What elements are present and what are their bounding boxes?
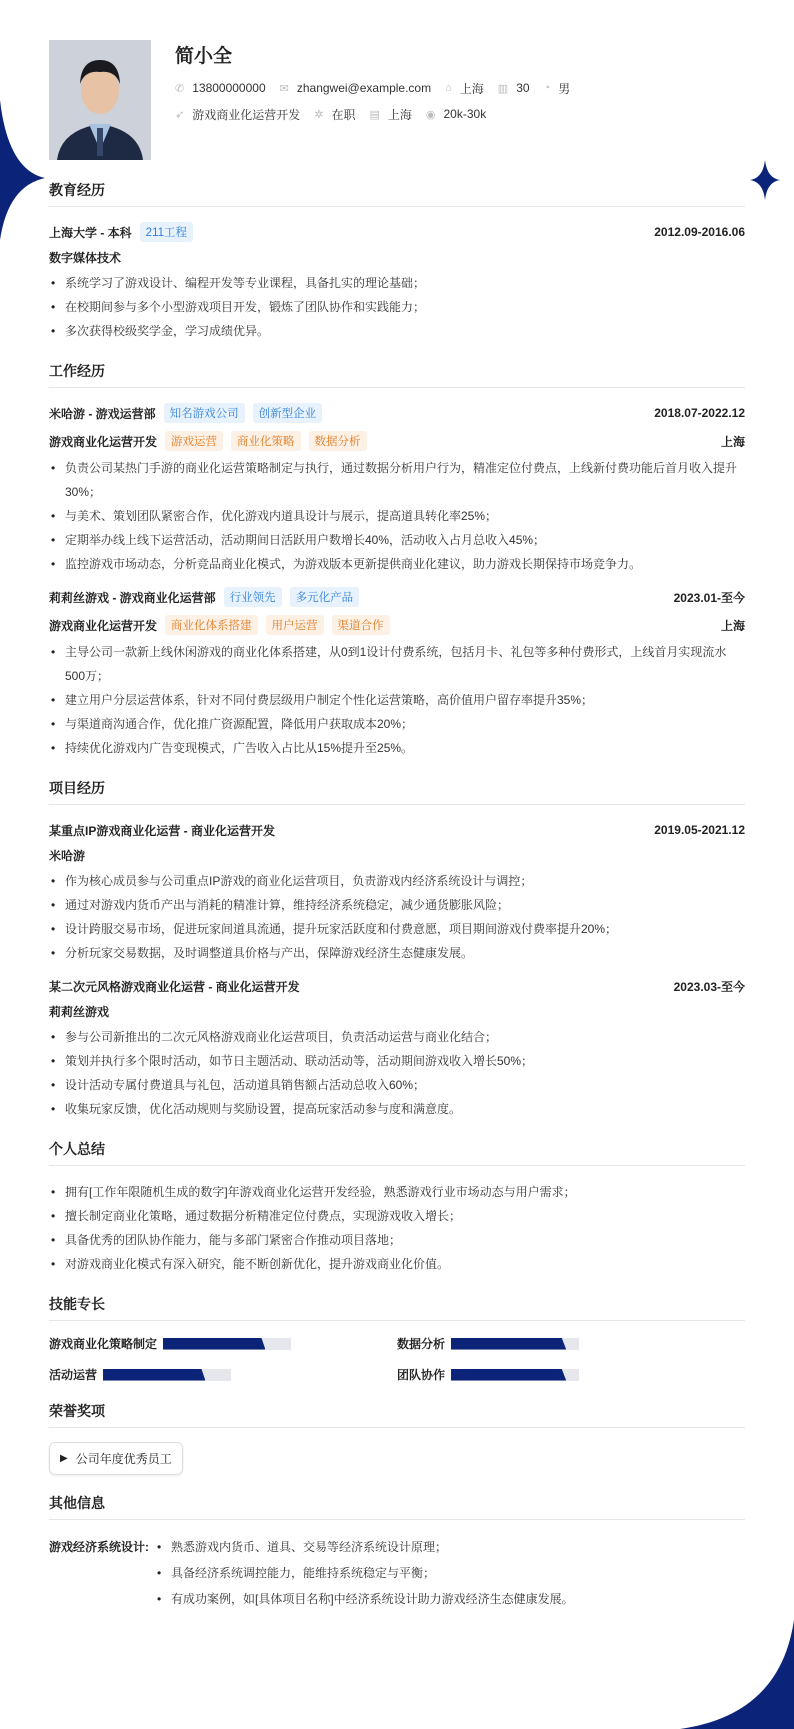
- school: 上海大学 - 本科: [49, 225, 132, 240]
- tag: 211工程: [140, 222, 193, 242]
- list-item: • 擅长制定商业化策略，通过数据分析精准定位付费点，实现游戏收入增长；: [49, 1204, 745, 1228]
- list-item: • 建立用户分层运营体系，针对不同付费层级用户制定个性化运营策略，高价值用户留存率提升35%；: [49, 688, 745, 712]
- list-item: • 策划并执行多个限时活动，如节日主题活动、联动活动等，活动期间游戏收入增长50%；: [49, 1049, 745, 1073]
- target-city: 上海: [387, 107, 412, 122]
- phone: 13800000000: [192, 81, 266, 95]
- other-label: 游戏经济系统设计:: [49, 1540, 149, 1554]
- list-item: • 持续优化游戏内广告变现模式，广告收入占比从15%提升至25%。: [49, 736, 745, 760]
- skill-tag: 游戏运营: [165, 431, 223, 451]
- section-title: 项目经历: [49, 778, 745, 805]
- triangle-right-icon: ▶: [60, 1453, 68, 1464]
- work-entry: [49, 586, 745, 760]
- skill-item: [397, 1366, 745, 1383]
- skill-item: [49, 1335, 397, 1352]
- award-item: [49, 1442, 183, 1475]
- list-item: • 熟悉游戏内货币、道具、交易等经济系统设计原理；: [155, 1534, 574, 1560]
- salary-icon: ◉: [425, 108, 436, 121]
- skill-tag: 商业化体系搭建: [165, 615, 258, 635]
- gender-icon: ◔: [543, 82, 551, 94]
- date: 2012.09-2016.06: [654, 225, 745, 239]
- age: 30: [516, 81, 530, 95]
- phone-icon: ✆: [175, 82, 185, 95]
- education-section: [49, 180, 745, 343]
- tag: 知名游戏公司: [164, 403, 245, 423]
- list-item: • 拥有[工作年限随机生成的数字]年游戏商业化运营开发经验，熟悉游戏行业市场动态与用户需求；: [49, 1180, 745, 1204]
- company: 莉莉丝游戏 - 游戏商业化运营部: [49, 590, 216, 605]
- skill-level-bar: [103, 1369, 231, 1381]
- list-item: • 在校期间参与多个小型游戏项目开发，锻炼了团队协作和实践能力；: [49, 295, 745, 319]
- job-target: 游戏商业化运营开发: [192, 107, 301, 122]
- projects-section: [49, 778, 745, 1121]
- skill-level-fill: [163, 1338, 265, 1350]
- skill-name: 数据分析: [397, 1337, 446, 1351]
- list-item: • 参与公司新推出的二次元风格游戏商业化运营项目，负责活动运营与商业化结合；: [49, 1025, 745, 1049]
- decor-sparkle-icon: [750, 160, 780, 200]
- skill-name: 游戏商业化策略制定: [49, 1337, 158, 1351]
- other-section: [49, 1493, 745, 1612]
- candidate-name: 简小全: [175, 46, 233, 67]
- date: 2023.03-至今: [673, 979, 745, 994]
- section-title: 其他信息: [49, 1493, 745, 1520]
- list-item: • 具备优秀的团队协作能力，能与多部门紧密合作推动项目落地；: [49, 1228, 745, 1252]
- role: 游戏商业化运营开发: [49, 618, 158, 633]
- email: zhangwei@example.com: [296, 81, 432, 95]
- city: 上海: [720, 618, 745, 633]
- date: 2018.07-2022.12: [654, 406, 745, 420]
- project-entry: [49, 819, 745, 965]
- tag: 多元化产品: [290, 587, 360, 607]
- section-title: 工作经历: [49, 361, 745, 388]
- work-section: [49, 361, 745, 760]
- project-name: 某重点IP游戏商业化运营 - 商业化运营开发: [49, 823, 276, 838]
- project-org: 莉莉丝游戏: [49, 1004, 110, 1019]
- date: 2023.01-至今: [673, 590, 745, 605]
- skill-tag: 用户运营: [266, 615, 324, 635]
- tag: 行业领先: [224, 587, 282, 607]
- list-item: • 通过对游戏内货币产出与消耗的精准计算，维持经济系统稳定，减少通货膨胀风险；: [49, 893, 745, 917]
- list-item: • 设计活动专属付费道具与礼包，活动道具销售额占活动总收入60%；: [49, 1073, 745, 1097]
- gender: 男: [558, 81, 571, 96]
- skill-tag: 商业化策略: [231, 431, 301, 451]
- skill-level-bar: [451, 1338, 579, 1350]
- skills-section: [49, 1294, 745, 1383]
- age-icon: ▥: [497, 82, 509, 95]
- list-item: • 与美术、策划团队紧密合作，优化游戏内道具设计与展示，提高道具转化率25%；: [49, 504, 745, 528]
- list-item: • 收集玩家反馈，优化活动规则与奖励设置，提高玩家活动参与度和满意度。: [49, 1097, 745, 1121]
- skill-level-bar: [451, 1369, 579, 1381]
- project-org: 米哈游: [49, 848, 86, 863]
- role: 游戏商业化运营开发: [49, 434, 158, 449]
- decor-bottom-right: [680, 1620, 794, 1729]
- skill-tag: 渠道合作: [332, 615, 390, 635]
- list-item: • 系统学习了游戏设计、编程开发等专业课程，具备扎实的理论基础；: [49, 271, 745, 295]
- date: 2019.05-2021.12: [654, 823, 745, 837]
- awards-section: [49, 1401, 745, 1475]
- avatar-photo: [49, 40, 151, 160]
- home-icon: ⌂: [445, 82, 452, 94]
- section-title: 个人总结: [49, 1139, 745, 1166]
- skill-name: 活动运营: [49, 1368, 98, 1382]
- list-item: • 监控游戏市场动态，分析竞品商业化模式，为游戏版本更新提供商业化建议，助力游戏长期保持市场竞争力。: [49, 552, 745, 576]
- summary-section: [49, 1139, 745, 1276]
- work-entry: [49, 402, 745, 576]
- list-item: • 具备经济系统调控能力，能维持系统稳定与平衡；: [155, 1560, 574, 1586]
- list-item: • 分析玩家交易数据，及时调整道具价格与产出，保障游戏经济生态健康发展。: [49, 941, 745, 965]
- list-item: • 对游戏商业化模式有深入研究，能不断创新优化，提升游戏商业化价值。: [49, 1252, 745, 1276]
- list-item: • 多次获得校级奖学金，学习成绩优异。: [49, 319, 745, 343]
- skill-item: [397, 1335, 745, 1352]
- list-item: • 主导公司一款新上线休闲游戏的商业化体系搭建，从0到1设计付费系统，包括月卡、礼包等多种付费形式，上线首月实现流水500万；: [49, 640, 745, 688]
- list-item: • 负责公司某热门手游的商业化运营策略制定与执行，通过数据分析用户行为，精准定位付费点，上线新付费功能后首月收入提升30%；: [49, 456, 745, 504]
- section-title: 技能专长: [49, 1294, 745, 1321]
- list-item: • 作为核心成员参与公司重点IP游戏的商业化运营项目，负责游戏内经济系统设计与调控；: [49, 869, 745, 893]
- list-item: • 定期举办线上线下运营活动，活动期间日活跃用户数增长40%，活动收入占月总收入45%；: [49, 528, 745, 552]
- skill-item: [49, 1366, 397, 1383]
- project-entry: [49, 975, 745, 1121]
- major: 数字媒体技术: [49, 250, 122, 265]
- project-name: 某二次元风格游戏商业化运营 - 商业化运营开发: [49, 979, 300, 994]
- list-item: • 有成功案例，如[具体项目名称]中经济系统设计助力游戏经济生态健康发展。: [155, 1586, 574, 1612]
- award-label: 公司年度优秀员工: [75, 1452, 172, 1466]
- section-title: 教育经历: [49, 180, 745, 207]
- list-item: • 与渠道商沟通合作，优化推广资源配置，降低用户获取成本20%；: [49, 712, 745, 736]
- skill-name: 团队协作: [397, 1368, 446, 1382]
- list-item: • 设计跨服交易市场，促进玩家间道具流通，提升玩家活跃度和付费意愿，项目期间游戏付费率提升20%；: [49, 917, 745, 941]
- status-icon: ✲: [314, 108, 324, 121]
- salary: 20k-30k: [443, 107, 487, 121]
- job-status: 在职: [331, 107, 356, 122]
- mail-icon: ✉: [279, 82, 289, 95]
- job-icon: ➶: [175, 108, 185, 121]
- profile-header: [49, 40, 745, 160]
- skill-level-fill: [451, 1338, 566, 1350]
- tag: 创新型企业: [253, 403, 323, 423]
- location: 上海: [459, 81, 484, 96]
- skill-level-fill: [103, 1369, 205, 1381]
- skill-tag: 数据分析: [309, 431, 367, 451]
- section-title: 荣誉奖项: [49, 1401, 745, 1428]
- company: 米哈游 - 游戏运营部: [49, 406, 156, 421]
- skill-level-fill: [451, 1369, 566, 1381]
- city: 上海: [720, 434, 745, 449]
- building-icon: ▤: [369, 108, 380, 121]
- skill-level-bar: [163, 1338, 291, 1350]
